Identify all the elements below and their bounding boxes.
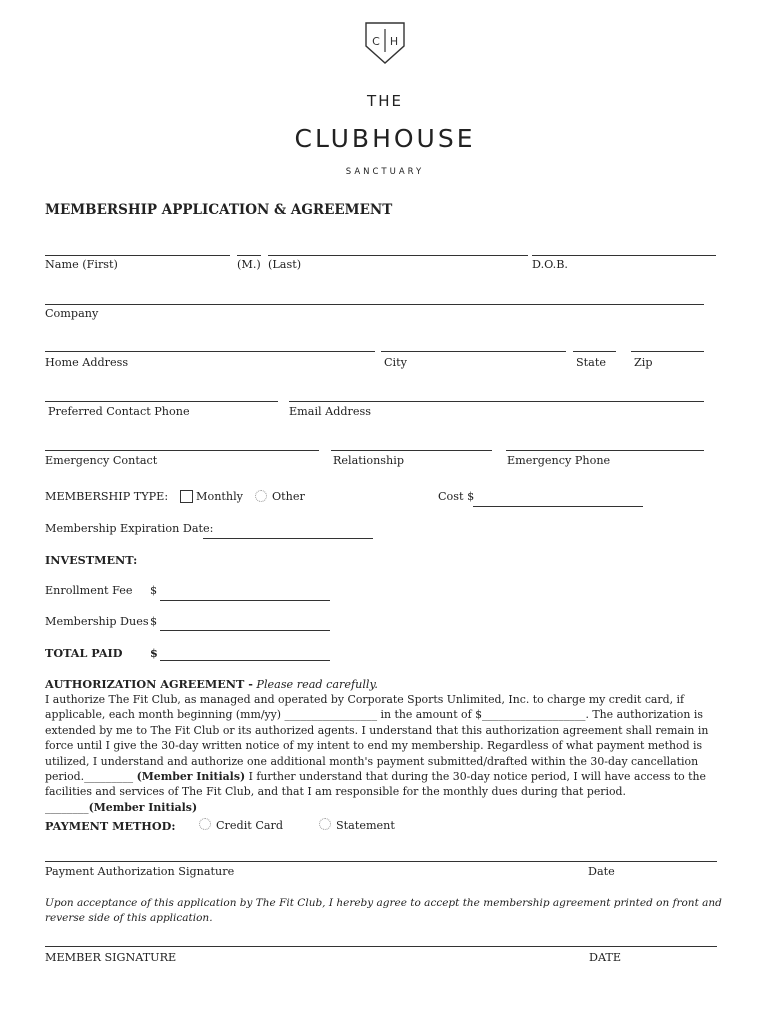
investment-heading: INVESTMENT:: [45, 553, 138, 567]
relationship-field[interactable]: [331, 450, 492, 451]
payment-date-label: Date: [588, 865, 615, 878]
authorization-text-1: I authorize The Fit Club, as managed and operated by Corporate Sports Unlimited, Inc. to charge my credit card, if applicable, each month beginning (mm/yy) _________________ in the amount of $___________________. The authorization is extended by me to The Fit Club or its authorized agents. I understand that this authorization agreement shall remain in force until I give the 30-day written notice of my intent to end my membership. Regardless of what payment method is utilized, I understand and authorize one additional month's payment submitted/drafted within the 30-day cancellation period._________: [45, 693, 709, 784]
member-date-label: DATE: [589, 951, 622, 964]
authorization-text-2: I further understand that during the 30-day notice period, I will have access to the facilities and services of The Fit Club, and that I am responsible for the monthly dues during that period. ________: [45, 770, 706, 814]
member-signature-label: MEMBER SIGNATURE: [45, 951, 177, 964]
statement-label: Statement: [336, 819, 395, 832]
membership-dues-field[interactable]: [160, 630, 330, 631]
enrollment-fee-label: Enrollment Fee: [45, 584, 133, 597]
zip-field[interactable]: [631, 351, 704, 352]
total-paid-field[interactable]: [160, 660, 330, 661]
enrollment-fee-field[interactable]: [160, 600, 330, 601]
member-signature-field[interactable]: [45, 946, 717, 947]
expiration-field[interactable]: [203, 538, 373, 539]
middle-initial-field[interactable]: [237, 255, 261, 256]
form-title: MEMBERSHIP APPLICATION & AGREEMENT: [45, 202, 393, 218]
last-name-field[interactable]: [268, 255, 528, 256]
payment-method-label: PAYMENT METHOD:: [45, 819, 176, 833]
dues-dollar: $: [150, 615, 158, 628]
brand-the: THE: [367, 92, 403, 110]
total-dollar: $: [150, 646, 158, 660]
total-paid-label: TOTAL PAID: [45, 646, 123, 660]
middle-label: (M.): [237, 258, 261, 271]
svg-text:H: H: [389, 35, 399, 48]
payment-signature-label: Payment Authorization Signature: [45, 865, 235, 878]
brand-name: CLUBHOUSE: [294, 124, 476, 153]
company-label: Company: [45, 307, 99, 320]
dob-field[interactable]: [532, 255, 716, 256]
zip-label: Zip: [634, 356, 653, 369]
membership-type-label: MEMBERSHIP TYPE:: [45, 490, 169, 503]
state-field[interactable]: [573, 351, 616, 352]
emergency-phone-field[interactable]: [506, 450, 704, 451]
monthly-checkbox[interactable]: [180, 490, 193, 503]
credit-card-radio[interactable]: [199, 818, 211, 830]
other-radio[interactable]: [255, 490, 267, 502]
authorization-heading-row: [45, 677, 378, 692]
member-initials-2: (Member Initials): [88, 800, 198, 814]
last-name-label: (Last): [268, 258, 302, 271]
phone-label: Preferred Contact Phone: [48, 405, 190, 418]
company-field[interactable]: [45, 304, 704, 305]
authorization-heading: AUTHORIZATION AGREEMENT -: [45, 677, 253, 691]
email-field[interactable]: [289, 401, 704, 402]
emergency-contact-label: Emergency Contact: [45, 454, 158, 467]
svg-text:C: C: [372, 35, 380, 48]
other-label: Other: [272, 490, 305, 503]
phone-field[interactable]: [45, 401, 278, 402]
statement-radio[interactable]: [319, 818, 331, 830]
home-address-field[interactable]: [45, 351, 375, 352]
home-address-label: Home Address: [45, 356, 129, 369]
cost-label: Cost $: [438, 490, 475, 503]
state-label: State: [576, 356, 606, 369]
relationship-label: Relationship: [333, 454, 404, 467]
membership-dues-label: Membership Dues: [45, 615, 149, 628]
shield-logo-icon: [362, 20, 408, 66]
enrollment-dollar: $: [150, 584, 158, 597]
payment-signature-field[interactable]: [45, 861, 717, 862]
emergency-phone-label: Emergency Phone: [507, 454, 611, 467]
monthly-label: Monthly: [196, 490, 243, 503]
first-name-label: Name (First): [45, 258, 118, 271]
cost-field[interactable]: [473, 506, 643, 507]
member-initials-1: (Member Initials): [136, 770, 246, 784]
authorization-note: Please read carefully.: [256, 678, 378, 691]
logo: [362, 20, 408, 66]
dob-label: D.O.B.: [532, 258, 568, 271]
acceptance-text: Upon acceptance of this application by The Fit Club, I hereby agree to accept the membership agreement printed on front and reverse side of this application.: [45, 897, 722, 924]
email-label: Email Address: [289, 405, 372, 418]
first-name-field[interactable]: [45, 255, 230, 256]
city-field[interactable]: [381, 351, 566, 352]
city-label: City: [384, 356, 407, 369]
expiration-label: Membership Expiration Date:: [45, 522, 214, 535]
emergency-contact-field[interactable]: [45, 450, 319, 451]
credit-card-label: Credit Card: [216, 819, 284, 832]
authorization-text: [45, 692, 725, 815]
brand-tagline: SANCTUARY: [345, 167, 425, 177]
